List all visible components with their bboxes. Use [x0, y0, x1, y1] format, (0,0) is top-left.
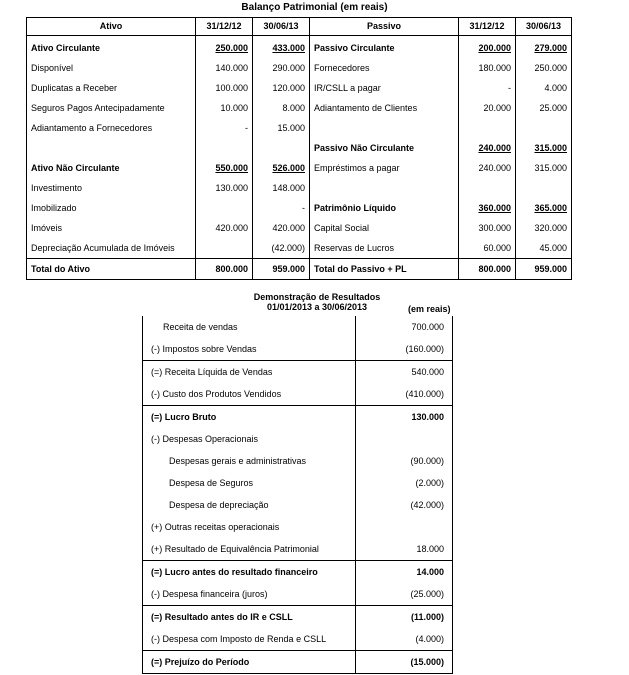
- passivo-2013-text: 365.000: [534, 203, 567, 213]
- income-row-value: (410.000): [356, 383, 453, 406]
- income-row-label: (-) Despesa com Imposto de Renda e CSLL: [143, 628, 356, 651]
- balance-row: [27, 218, 572, 238]
- ativo-2012-text: -: [245, 123, 248, 133]
- ativo-label-text: Imóveis: [31, 223, 63, 233]
- ativo-2012-text: 130.000: [215, 183, 248, 193]
- passivo-2013: [516, 158, 572, 178]
- income-row: [143, 494, 453, 516]
- header-passivo-2013: 30/06/13: [516, 18, 572, 36]
- passivo-label-text: Empréstimos a pagar: [314, 163, 400, 173]
- passivo-label: [310, 98, 459, 118]
- ativo-label-text: Adiantamento a Fornecedores: [31, 123, 153, 133]
- passivo-2012: [459, 138, 516, 158]
- ativo-2013-text: 526.000: [272, 163, 305, 173]
- passivo-2013-text: 315.000: [534, 143, 567, 153]
- passivo-label-text: Passivo Circulante: [314, 43, 395, 53]
- ativo-label-text: Ativo Não Circulante: [31, 163, 120, 173]
- ativo-label-text: Duplicatas a Receber: [31, 83, 118, 93]
- passivo-label: [310, 238, 459, 259]
- income-row: [143, 338, 453, 361]
- income-row-label: (=) Prejuízo do Período: [143, 651, 356, 674]
- passivo-2012: [459, 158, 516, 178]
- income-row: [143, 383, 453, 406]
- ativo-label: [27, 138, 196, 158]
- ativo-2012: [196, 238, 253, 259]
- income-row: [143, 450, 453, 472]
- balance-row: [27, 58, 572, 78]
- income-row-value: 14.000: [356, 561, 453, 584]
- passivo-2012: [459, 58, 516, 78]
- passivo-label: [310, 58, 459, 78]
- header-ativo-2013: 30/06/13: [253, 18, 310, 36]
- total-passivo-2012: 800.000: [459, 259, 516, 280]
- income-row: [143, 651, 453, 674]
- passivo-2013: [516, 118, 572, 138]
- passivo-2012-text: 60.000: [483, 243, 511, 253]
- passivo-2013: [516, 138, 572, 158]
- passivo-label: [310, 138, 459, 158]
- passivo-2013-text: 279.000: [534, 43, 567, 53]
- passivo-2013: [516, 218, 572, 238]
- ativo-label-text: Depreciação Acumulada de Imóveis: [31, 243, 175, 253]
- balance-row: [27, 198, 572, 218]
- balance-row: [27, 98, 572, 118]
- passivo-2013: [516, 36, 572, 59]
- ativo-2012: [196, 98, 253, 118]
- income-row: [143, 316, 453, 338]
- balance-sheet-table: [26, 17, 572, 280]
- ativo-label-text: Seguros Pagos Antecipadamente: [31, 103, 165, 113]
- passivo-2013-text: 320.000: [534, 223, 567, 233]
- balance-row: [27, 118, 572, 138]
- income-statement-period: 01/01/2013 a 30/06/2013: [266, 302, 368, 312]
- income-row-label: Receita de vendas: [143, 316, 356, 338]
- ativo-label-text: Disponível: [31, 63, 74, 73]
- ativo-2013-text: 290.000: [272, 63, 305, 73]
- income-statement-table: [142, 316, 453, 674]
- income-statement-title-line1: Demonstração de Resultados: [253, 292, 381, 302]
- total-ativo-2013: 959.000: [253, 259, 310, 280]
- balance-row: [27, 158, 572, 178]
- ativo-label: [27, 198, 196, 218]
- income-row-label: (-) Despesa financeira (juros): [143, 583, 356, 606]
- income-row: [143, 606, 453, 629]
- income-row: [143, 428, 453, 450]
- balance-header-row: [27, 18, 572, 36]
- ativo-2012: [196, 198, 253, 218]
- passivo-2012-text: -: [508, 83, 511, 93]
- income-row-label: Despesas gerais e administrativas: [143, 450, 356, 472]
- ativo-2013-text: 120.000: [272, 83, 305, 93]
- income-row: [143, 583, 453, 606]
- ativo-2013-text: 433.000: [272, 43, 305, 53]
- passivo-2013: [516, 78, 572, 98]
- passivo-label-text: Patrimônio Líquido: [314, 203, 396, 213]
- income-row-label: Despesa de Seguros: [143, 472, 356, 494]
- ativo-2013: [253, 178, 310, 198]
- passivo-2013-text: 25.000: [539, 103, 567, 113]
- income-row-label: (-) Despesas Operacionais: [143, 428, 356, 450]
- ativo-label-text: Imobilizado: [31, 203, 77, 213]
- income-row-value: (160.000): [356, 338, 453, 361]
- ativo-label: [27, 178, 196, 198]
- passivo-2013-text: 315.000: [534, 163, 567, 173]
- ativo-label: [27, 36, 196, 59]
- balance-row: [27, 138, 572, 158]
- ativo-2013: [253, 118, 310, 138]
- income-row: [143, 516, 453, 538]
- passivo-2012: [459, 118, 516, 138]
- balance-row: [27, 238, 572, 259]
- ativo-2013-text: 8.000: [282, 103, 305, 113]
- passivo-2013-text: 250.000: [534, 63, 567, 73]
- income-row: [143, 561, 453, 584]
- ativo-2013: [253, 238, 310, 259]
- ativo-2012-text: 420.000: [215, 223, 248, 233]
- ativo-2013: [253, 218, 310, 238]
- passivo-2013: [516, 238, 572, 259]
- income-row-label: (=) Lucro Bruto: [143, 406, 356, 429]
- ativo-2012-text: 550.000: [215, 163, 248, 173]
- ativo-2013: [253, 58, 310, 78]
- income-row-label: (-) Custo dos Produtos Vendidos: [143, 383, 356, 406]
- passivo-2012: [459, 178, 516, 198]
- ativo-2013: [253, 98, 310, 118]
- income-row-value: 700.000: [356, 316, 453, 338]
- passivo-label: [310, 78, 459, 98]
- header-ativo: Ativo: [27, 18, 196, 36]
- passivo-label-text: Passivo Não Circulante: [314, 143, 415, 153]
- passivo-2012: [459, 98, 516, 118]
- income-row-value: (25.000): [356, 583, 453, 606]
- income-row-value: (2.000): [356, 472, 453, 494]
- income-row-value: 130.000: [356, 406, 453, 429]
- ativo-2012-text: 100.000: [215, 83, 248, 93]
- ativo-2013: [253, 78, 310, 98]
- ativo-2012: [196, 158, 253, 178]
- income-row-value: [356, 428, 453, 450]
- ativo-label-text: Investimento: [31, 183, 83, 193]
- income-row-value: (90.000): [356, 450, 453, 472]
- ativo-2012: [196, 138, 253, 158]
- passivo-2012: [459, 78, 516, 98]
- income-row-value: (4.000): [356, 628, 453, 651]
- balance-sheet-title: Balanço Patrimonial (em reais): [241, 2, 388, 13]
- ativo-2013: [253, 158, 310, 178]
- income-row-label: (=) Lucro antes do resultado financeiro: [143, 561, 356, 584]
- total-ativo-2012: 800.000: [196, 259, 253, 280]
- passivo-label: [310, 36, 459, 59]
- ativo-label-text: Ativo Circulante: [31, 43, 101, 53]
- passivo-2013-text: 4.000: [544, 83, 567, 93]
- balance-row: [27, 178, 572, 198]
- header-passivo-2012: 31/12/12: [459, 18, 516, 36]
- ativo-2012-text: 140.000: [215, 63, 248, 73]
- passivo-2012-text: 20.000: [483, 103, 511, 113]
- income-row-label: (+) Outras receitas operacionais: [143, 516, 356, 538]
- ativo-2012-text: 10.000: [220, 103, 248, 113]
- ativo-2012: [196, 58, 253, 78]
- passivo-2012-text: 200.000: [478, 43, 511, 53]
- ativo-2012: [196, 218, 253, 238]
- ativo-2012: [196, 118, 253, 138]
- passivo-2013: [516, 198, 572, 218]
- ativo-2012: [196, 36, 253, 59]
- passivo-label-text: Capital Social: [314, 223, 370, 233]
- passivo-2012: [459, 218, 516, 238]
- passivo-2012-text: 240.000: [478, 163, 511, 173]
- income-row: [143, 538, 453, 561]
- ativo-2013-text: -: [302, 203, 305, 213]
- header-ativo-2012: 31/12/12: [196, 18, 253, 36]
- ativo-label: [27, 158, 196, 178]
- passivo-label: [310, 118, 459, 138]
- income-row: [143, 406, 453, 429]
- passivo-2013: [516, 98, 572, 118]
- passivo-label: [310, 218, 459, 238]
- income-row-value: 18.000: [356, 538, 453, 561]
- passivo-2012-text: 180.000: [478, 63, 511, 73]
- ativo-2013: [253, 198, 310, 218]
- income-row-label: (=) Resultado antes do IR e CSLL: [143, 606, 356, 629]
- passivo-label: [310, 198, 459, 218]
- income-row-label: (=) Receita Líquida de Vendas: [143, 361, 356, 384]
- total-passivo-2013: 959.000: [516, 259, 572, 280]
- passivo-2013: [516, 58, 572, 78]
- ativo-label: [27, 118, 196, 138]
- passivo-2013-text: 45.000: [539, 243, 567, 253]
- ativo-2013: [253, 36, 310, 59]
- income-statement-title: [227, 292, 407, 312]
- ativo-2012: [196, 178, 253, 198]
- passivo-label-text: Reservas de Lucros: [314, 243, 395, 253]
- income-row-label: Despesa de depreciação: [143, 494, 356, 516]
- balance-row: [27, 78, 572, 98]
- income-row-value: (11.000): [356, 606, 453, 629]
- passivo-2012-text: 300.000: [478, 223, 511, 233]
- total-passivo-label: Total do Passivo + PL: [310, 259, 459, 280]
- income-row-label: (-) Impostos sobre Vendas: [143, 338, 356, 361]
- ativo-label: [27, 58, 196, 78]
- passivo-label: [310, 178, 459, 198]
- ativo-2013-text: 420.000: [272, 223, 305, 233]
- ativo-2012: [196, 78, 253, 98]
- passivo-label-text: Fornecedores: [314, 63, 370, 73]
- passivo-2012-text: 240.000: [478, 143, 511, 153]
- income-row-value: (15.000): [356, 651, 453, 674]
- total-ativo-label: Total do Ativo: [27, 259, 196, 280]
- balance-row: [27, 36, 572, 59]
- income-row-value: 540.000: [356, 361, 453, 384]
- ativo-label: [27, 98, 196, 118]
- header-passivo: Passivo: [310, 18, 459, 36]
- income-row-value: (42.000): [356, 494, 453, 516]
- passivo-2012: [459, 198, 516, 218]
- ativo-2013-text: (42.000): [271, 243, 305, 253]
- ativo-label: [27, 78, 196, 98]
- income-row: [143, 628, 453, 651]
- income-row-label: (+) Resultado de Equivalência Patrimonial: [143, 538, 356, 561]
- income-row-value: [356, 516, 453, 538]
- ativo-2012-text: 250.000: [215, 43, 248, 53]
- ativo-2013-text: 148.000: [272, 183, 305, 193]
- passivo-label-text: IR/CSLL a pagar: [314, 83, 381, 93]
- ativo-2013: [253, 138, 310, 158]
- passivo-2012: [459, 36, 516, 59]
- balance-total-row: [27, 259, 572, 280]
- ativo-label: [27, 218, 196, 238]
- income-row: [143, 361, 453, 384]
- income-statement-unit: (em reais): [408, 304, 451, 314]
- passivo-label: [310, 158, 459, 178]
- ativo-2013-text: 15.000: [277, 123, 305, 133]
- income-row: [143, 472, 453, 494]
- passivo-2013: [516, 178, 572, 198]
- passivo-label-text: Adiantamento de Clientes: [314, 103, 418, 113]
- ativo-label: [27, 238, 196, 259]
- passivo-2012: [459, 238, 516, 259]
- passivo-2012-text: 360.000: [478, 203, 511, 213]
